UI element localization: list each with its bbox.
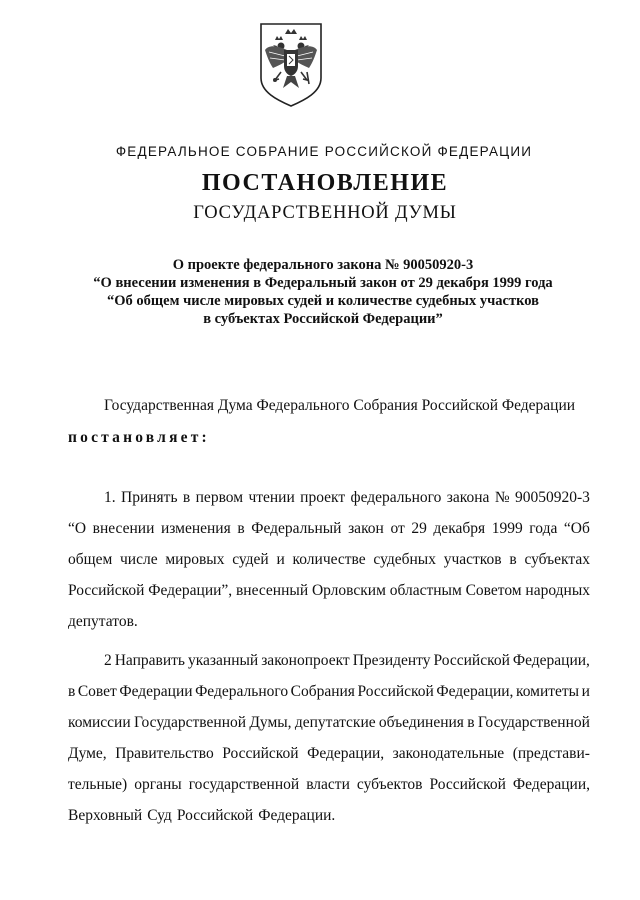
word: Российской bbox=[222, 745, 299, 762]
word: Суд bbox=[147, 807, 172, 824]
word: объединения bbox=[378, 714, 464, 731]
word: народных bbox=[525, 582, 590, 599]
word: Верховный bbox=[68, 807, 143, 824]
paragraph-line bbox=[68, 488, 590, 519]
word: в bbox=[68, 683, 76, 700]
word: комитеты bbox=[515, 683, 580, 700]
paragraph-line bbox=[68, 682, 590, 713]
word: Принять bbox=[121, 489, 178, 506]
word: Правительство bbox=[115, 745, 214, 762]
paragraph-2 bbox=[68, 651, 590, 837]
word: мировых bbox=[165, 551, 225, 568]
word: чтении bbox=[248, 489, 295, 506]
word: 90050920-3 bbox=[515, 489, 590, 506]
preamble bbox=[68, 396, 590, 416]
word: Федерального bbox=[195, 683, 289, 700]
word: Собрания bbox=[290, 683, 355, 700]
word: Российской bbox=[429, 776, 506, 793]
subject-line: в субъектах Российской Федерации” bbox=[203, 311, 443, 327]
word: декабря bbox=[433, 520, 486, 537]
word: в bbox=[467, 714, 475, 731]
word: Федерации bbox=[119, 683, 193, 700]
word: “О bbox=[68, 520, 87, 537]
word: судей bbox=[232, 551, 269, 568]
word: законодательные bbox=[392, 745, 505, 762]
word: изменения bbox=[160, 520, 231, 537]
paragraph-1 bbox=[68, 488, 590, 643]
word: и bbox=[581, 683, 590, 700]
word: общем bbox=[68, 551, 113, 568]
word: 1. bbox=[104, 489, 116, 506]
word: в bbox=[182, 489, 191, 506]
word: внесении bbox=[92, 520, 155, 537]
word: 2 bbox=[104, 652, 112, 669]
word: государственной bbox=[188, 776, 300, 793]
word: “Об bbox=[563, 520, 590, 537]
word: субъектов bbox=[356, 776, 423, 793]
paragraph-line bbox=[68, 550, 590, 581]
word: закон bbox=[348, 520, 384, 537]
word: федерального bbox=[350, 489, 442, 506]
word: Федерации, bbox=[307, 745, 385, 762]
paragraph-line bbox=[68, 806, 590, 837]
word: (представи- bbox=[512, 745, 590, 762]
word: участков bbox=[443, 551, 502, 568]
word: указанный bbox=[187, 652, 259, 669]
word: Федерации, bbox=[512, 776, 590, 793]
document-subject bbox=[0, 256, 640, 328]
word: Советом bbox=[465, 582, 522, 599]
word: Российской bbox=[433, 652, 510, 669]
word: Российской bbox=[68, 582, 145, 599]
word: Президенту bbox=[352, 652, 431, 669]
word: № bbox=[494, 489, 510, 506]
word: от bbox=[390, 520, 405, 537]
organization-name: ФЕДЕРАЛЬНОЕ СОБРАНИЕ РОССИЙСКОЙ ФЕДЕРАЦИИ bbox=[115, 144, 533, 159]
word: Российской bbox=[176, 807, 254, 824]
resolves-word: постановляет: bbox=[68, 429, 210, 446]
word: власти bbox=[306, 776, 350, 793]
word: субъектах bbox=[524, 551, 590, 568]
document-type-title: ПОСТАНОВЛЕНИЕ bbox=[201, 170, 449, 196]
paragraph-line bbox=[68, 651, 590, 682]
word: Российской bbox=[357, 683, 434, 700]
word: закона bbox=[446, 489, 490, 506]
word: тельные) bbox=[68, 776, 128, 793]
word: Орловским bbox=[311, 582, 386, 599]
word: Федерации”, bbox=[148, 582, 233, 599]
paragraph-line bbox=[68, 713, 590, 744]
word: Совет bbox=[77, 683, 117, 700]
word: первом bbox=[195, 489, 244, 506]
word: в bbox=[237, 520, 245, 537]
word: органы bbox=[134, 776, 182, 793]
word: и bbox=[276, 551, 285, 568]
word: депутатские bbox=[294, 714, 376, 731]
preamble-text: Государственная Дума Федерального Собрания Российской Федерации bbox=[104, 397, 576, 414]
paragraph-line bbox=[68, 581, 590, 612]
word: проект bbox=[300, 489, 346, 506]
word: в bbox=[509, 551, 517, 568]
subject-line: “О внесении изменения в Федеральный закон от 29 декабря 1999 года bbox=[93, 275, 553, 291]
word: законопроект bbox=[261, 652, 350, 669]
word: областным bbox=[389, 582, 462, 599]
word: количестве bbox=[292, 551, 366, 568]
paragraph-line bbox=[68, 775, 590, 806]
subject-line: О проекте федерального закона № 90050920-3 bbox=[172, 257, 474, 273]
word: 29 bbox=[411, 520, 427, 537]
word: Думы, bbox=[249, 714, 292, 731]
word: Федеральный bbox=[251, 520, 342, 537]
document-issuer: ГОСУДАРСТВЕННОЙ ДУМЫ bbox=[193, 203, 457, 223]
word: Федерации, bbox=[436, 683, 514, 700]
word: Государственной bbox=[477, 714, 590, 731]
word: Федерации, bbox=[512, 652, 590, 669]
paragraph-line bbox=[68, 612, 590, 643]
paragraph-line bbox=[68, 744, 590, 775]
word: внесенный bbox=[235, 582, 309, 599]
word: судебных bbox=[373, 551, 436, 568]
word: Направить bbox=[114, 652, 185, 669]
word: Федерации. bbox=[258, 807, 336, 824]
word: Думе, bbox=[68, 745, 107, 762]
paragraph-line bbox=[68, 519, 590, 550]
double-headed-eagle-emblem-icon bbox=[257, 20, 325, 108]
word: 1999 bbox=[491, 520, 523, 537]
subject-line: “Об общем числе мировых судей и количестве судебных участков bbox=[107, 293, 539, 309]
word: числе bbox=[120, 551, 158, 568]
word: депутатов. bbox=[68, 613, 138, 630]
word: года bbox=[529, 520, 558, 537]
word: Государственной bbox=[133, 714, 247, 731]
word: комиссии bbox=[68, 714, 131, 731]
